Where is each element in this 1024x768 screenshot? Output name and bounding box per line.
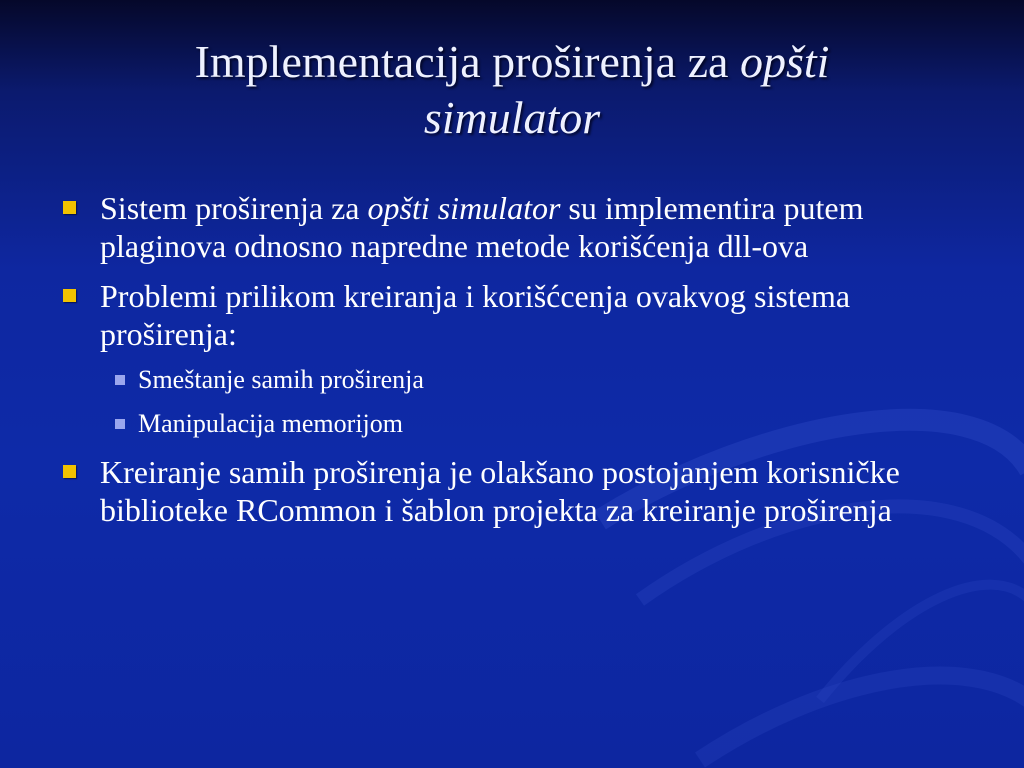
square-bullet-icon [63,289,76,302]
sub-bullet-item [108,409,962,439]
bullet-item [62,277,962,353]
bullet-text-italic: opšti simulator [367,190,561,226]
bullet-item [62,189,962,265]
bullet-text: Problemi prilikom kreiranja i korišćcenja ovakvog sistema proširenja: [100,278,851,352]
square-sub-bullet-icon [115,375,125,385]
square-sub-bullet-icon [115,419,125,429]
slide-title [40,34,984,146]
sub-bullet-text: Smeštanje samih proširenja [138,365,424,394]
bullet-item [62,453,962,529]
bullet-text: Kreiranje samih proširenja je olakšano postojanjem korisničke biblioteke RCommon i šablon projekta za kreiranje proširenja [100,454,900,528]
bullet-text: su implementira putem plaginova odnosno napredne metode korišćenja dll-ova [100,190,864,264]
title-text-italic-line2: simulator [423,92,601,143]
slide-content [62,189,962,541]
square-bullet-icon [63,465,76,478]
title-text-italic: opšti [739,36,830,87]
bullet-text: Sistem proširenja za [100,190,368,226]
sub-bullet-item [108,365,962,395]
sub-bullet-text: Manipulacija memorijom [138,409,403,438]
title-text-regular: Implementacija proširenja za [194,36,740,87]
square-bullet-icon [63,201,76,214]
